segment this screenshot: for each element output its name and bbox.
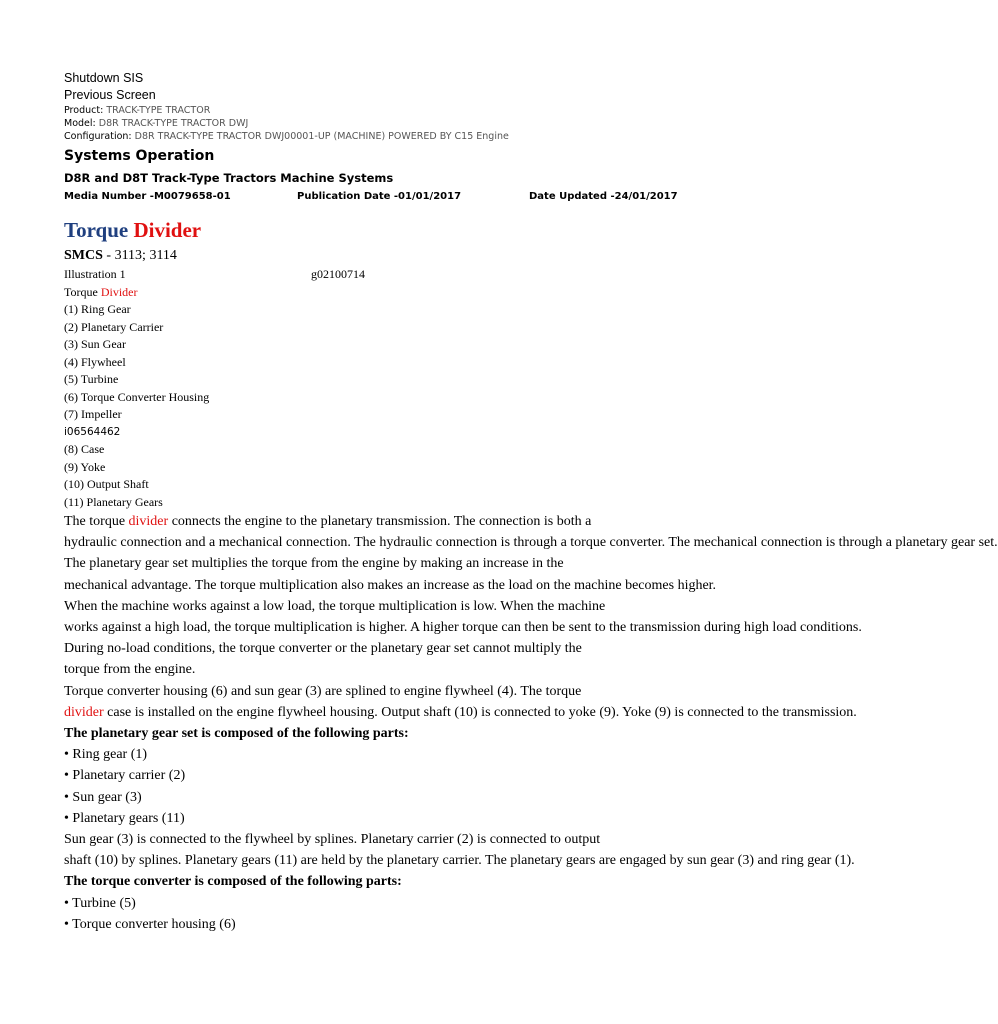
illustration-ref: g02100714 xyxy=(311,267,365,281)
paragraph-3-line-1: When the machine works against a low load, the torque multiplication is low. When the machine xyxy=(64,598,606,614)
paragraph-2-line-1: The planetary gear set multiplies the torque from the engine by making an increase in the xyxy=(64,556,564,572)
paragraph-5-line-2 xyxy=(64,702,857,723)
illustration-row xyxy=(64,266,768,284)
callout-item: (7) Impeller xyxy=(64,407,122,421)
list-item: • Torque converter housing (6) xyxy=(64,916,236,932)
caption-divider: Divider xyxy=(100,284,138,299)
document-subtitle: D8R and D8T Track-Type Tractors Machine Systems xyxy=(64,171,394,185)
callout-list-b xyxy=(64,441,768,511)
callout-item: (6) Torque Converter Housing xyxy=(64,389,210,404)
callout-item: (11) Planetary Gears xyxy=(64,494,163,509)
product-value: TRACK-TYPE TRACTOR xyxy=(106,105,211,116)
model-label: Model: xyxy=(64,118,96,129)
previous-screen-link[interactable]: Previous Screen xyxy=(64,88,156,102)
paragraph-4-line-2: torque from the engine. xyxy=(64,662,196,678)
callout-list-a xyxy=(64,301,768,424)
page-title xyxy=(64,215,768,245)
publication-date: Publication Date -01/01/2017 xyxy=(297,191,462,202)
illustration-label: Illustration 1 xyxy=(64,267,126,281)
callout-item: (10) Output Shaft xyxy=(64,477,149,491)
list-item: • Turbine (5) xyxy=(64,895,136,911)
callout-item: (8) Case xyxy=(64,442,105,456)
text-span: The torque xyxy=(64,514,129,529)
title-part-torque: Torque xyxy=(64,218,129,242)
list-item: • Sun gear (3) xyxy=(64,789,142,805)
text-span: connects the engine to the planetary transmission. The connection is both a xyxy=(168,514,592,529)
configuration-label: Configuration: xyxy=(64,131,132,142)
media-number: Media Number -M0079658-01 xyxy=(64,191,231,202)
list-item: • Ring gear (1) xyxy=(64,747,148,763)
model-row xyxy=(64,117,768,130)
highlight-divider: divider xyxy=(64,704,104,720)
paragraph-6-line-1: Sun gear (3) is connected to the flywheel by splines. Planetary carrier (2) is connected to output xyxy=(64,832,601,848)
planetary-heading: The planetary gear set is composed of the following parts: xyxy=(64,726,409,742)
paragraph-2-line-2: mechanical advantage. The torque multiplication also makes an increase as the load on the machine becomes higher. xyxy=(64,577,717,593)
paragraph-1-line-2: hydraulic connection and a mechanical connection. The hydraulic connection is through a torque converter. The mechanical connection is through a planetary gear set. xyxy=(64,535,998,551)
paragraph-1-line-1 xyxy=(64,511,768,532)
smcs-value: - 3113; 3114 xyxy=(102,248,177,263)
shutdown-sis-link[interactable]: Shutdown SIS xyxy=(64,71,144,85)
illustration-caption xyxy=(64,284,768,302)
product-row xyxy=(64,104,768,117)
paragraph-5-line-1: Torque converter housing (6) and sun gear (3) are splined to engine flywheel (4). The torque xyxy=(64,683,582,699)
paragraph-6-line-2: shaft (10) by splines. Planetary gears (11) are held by the planetary carrier. The planetary gears are engaged by sun gear (3) and ring gear (1). xyxy=(64,853,855,869)
text-span: case is installed on the engine flywheel housing. Output shaft (10) is connected to yoke (9). Yoke (9) is connected to the transmission. xyxy=(103,704,857,720)
date-updated: Date Updated -24/01/2017 xyxy=(529,191,678,202)
callout-item: (5) Turbine xyxy=(64,372,119,386)
caption-torque: Torque xyxy=(64,284,101,299)
callout-item: (3) Sun Gear xyxy=(64,337,126,351)
paragraph-3-line-2: works against a high load, the torque multiplication is higher. A higher torque can then be sent to the transmission during high load conditions. xyxy=(64,620,862,636)
configuration-value: D8R TRACK-TYPE TRACTOR DWJ00001-UP (MACHINE) POWERED BY C15 Engine xyxy=(134,131,509,142)
systems-operation-heading: Systems Operation xyxy=(64,148,215,164)
product-label: Product: xyxy=(64,105,104,116)
configuration-row xyxy=(64,130,768,143)
smcs-label: SMCS xyxy=(64,248,103,263)
list-item: • Planetary gears (11) xyxy=(64,810,185,826)
paragraph-4-line-1: During no-load conditions, the torque converter or the planetary gear set cannot multiply the xyxy=(64,641,582,657)
callout-item: (9) Yoke xyxy=(64,459,106,474)
highlight-divider: divider xyxy=(128,514,169,529)
document-content xyxy=(64,70,998,935)
list-item: • Planetary carrier (2) xyxy=(64,768,186,784)
model-value: D8R TRACK-TYPE TRACTOR DWJ xyxy=(98,118,249,129)
illustration-id: i06564462 xyxy=(64,425,121,438)
callout-item: (4) Flywheel xyxy=(64,354,126,369)
callout-item: (1) Ring Gear xyxy=(64,302,131,316)
media-info-row xyxy=(64,191,768,207)
callout-item: (2) Planetary Carrier xyxy=(64,319,164,334)
converter-heading: The torque converter is composed of the following parts: xyxy=(64,874,402,890)
title-part-divider: Divider xyxy=(133,218,202,242)
smcs-row xyxy=(64,246,768,266)
